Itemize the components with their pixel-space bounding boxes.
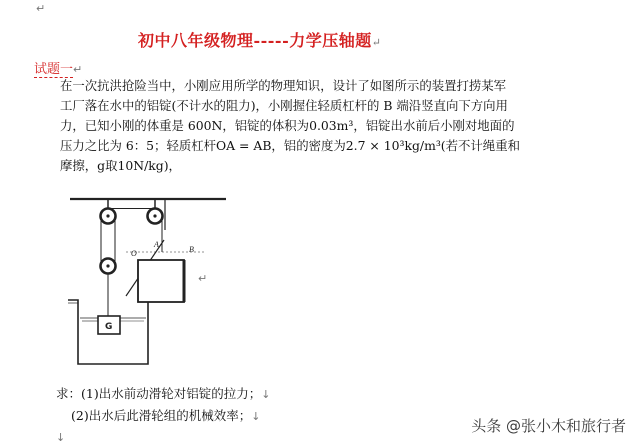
questions bbox=[56, 383, 270, 448]
question-1-text: (1)出水前动滑轮对铝锭的拉力； bbox=[81, 386, 262, 401]
problem-line: 压力之比为 6：5；轻质杠杆OA = AB，铝的密度为2.7 × 10³kg/m³(若不计绳重和 bbox=[60, 138, 520, 153]
problem-line: 在一次抗洪抢险当中，小刚应用所学的物理知识，设计了如图所示的装置打捞某军 bbox=[60, 78, 507, 93]
point-b-label: B bbox=[189, 245, 194, 254]
watermark: 头条 @张小木和旅行者 bbox=[471, 417, 626, 435]
problem-line: 摩擦，g取10N/kg)， bbox=[60, 158, 181, 173]
block-g-label: G bbox=[105, 322, 113, 332]
question-2: (2)出水后此滑轮组的机械效率；↓ bbox=[71, 408, 261, 423]
problem-label: 试题一↵ bbox=[34, 62, 83, 77]
document-title bbox=[138, 28, 381, 51]
svg-text:↵: ↵ bbox=[198, 272, 208, 285]
problem-text bbox=[60, 76, 565, 176]
label-text: 试题一 bbox=[34, 62, 74, 77]
point-o-label: O bbox=[131, 249, 137, 258]
title-text: 初中八年级物理-----力学压轴题 bbox=[138, 31, 372, 50]
paragraph-mark: ↵ bbox=[36, 2, 46, 15]
question-2-text: (2)出水后此滑轮组的机械效率； bbox=[71, 408, 252, 423]
paragraph-mark: ↓ bbox=[56, 431, 66, 444]
problem-line: 工厂落在水中的铝锭(不计水的阻力)，小刚握住轻质杠杆的 B 端沿竖直向下方向用 bbox=[60, 98, 508, 113]
point-a-label: A bbox=[154, 240, 159, 249]
pulley-lever-diagram bbox=[58, 188, 238, 368]
problem-line: 力，已知小刚的体重是 600N，铝锭的体积为0.03m³，铝锭出水前后小刚对地面的 bbox=[60, 118, 515, 133]
questions-intro: 求： bbox=[56, 386, 82, 401]
paragraph-mark: ↵ bbox=[371, 36, 382, 49]
question-1: 求：(1)出水前动滑轮对铝锭的拉力；↓ bbox=[56, 386, 271, 401]
